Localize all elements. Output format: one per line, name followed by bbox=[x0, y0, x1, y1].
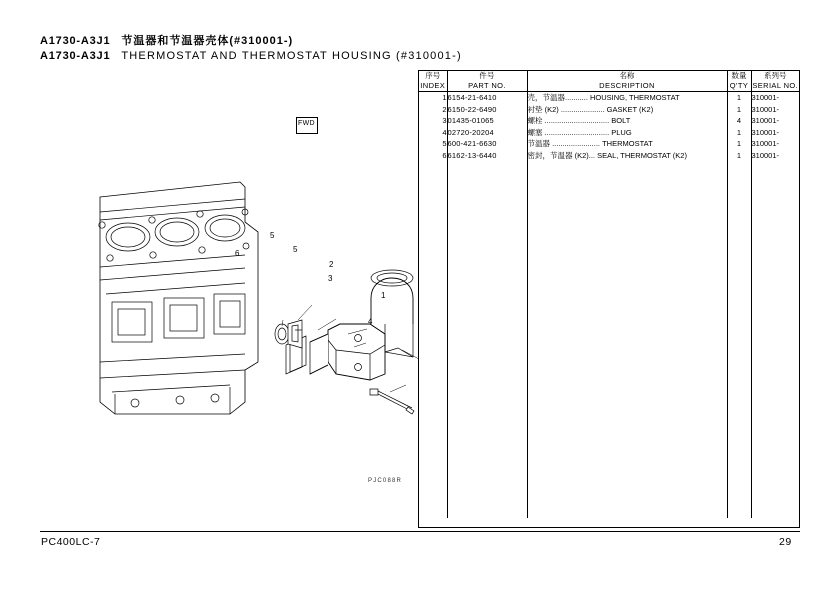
cell-index: 4 bbox=[419, 127, 447, 139]
cell-empty bbox=[447, 276, 527, 288]
cell-empty bbox=[419, 495, 447, 507]
table-row-empty bbox=[419, 437, 799, 449]
table-row-empty bbox=[419, 483, 799, 495]
cell-part-no: 6154-21-6410 bbox=[447, 92, 527, 104]
title-english-code: A1730-A3J1 bbox=[40, 50, 111, 62]
cell-empty bbox=[527, 276, 727, 288]
table-row-empty bbox=[419, 299, 799, 311]
cell-empty bbox=[447, 219, 527, 231]
cell-empty bbox=[727, 391, 751, 403]
cell-description: 螺塞 ............................... PLUG bbox=[527, 127, 727, 139]
cell-empty bbox=[447, 403, 527, 415]
cell-empty bbox=[527, 322, 727, 334]
header-serial-no: 系列号 SERIAL NO. bbox=[752, 71, 799, 90]
cell-empty bbox=[527, 161, 727, 173]
cell-empty bbox=[751, 207, 799, 219]
cell-empty bbox=[527, 437, 727, 449]
cell-empty bbox=[751, 380, 799, 392]
cell-empty bbox=[727, 460, 751, 472]
cell-empty bbox=[527, 380, 727, 392]
cell-empty bbox=[447, 230, 527, 242]
cell-empty bbox=[751, 311, 799, 323]
cell-empty bbox=[419, 288, 447, 300]
cell-empty bbox=[751, 173, 799, 185]
cell-index: 5 bbox=[419, 138, 447, 150]
cell-empty bbox=[751, 495, 799, 507]
cell-part-no: 01435-01065 bbox=[447, 115, 527, 127]
cell-empty bbox=[751, 230, 799, 242]
cell-empty bbox=[727, 311, 751, 323]
cell-empty bbox=[447, 207, 527, 219]
cell-empty bbox=[419, 368, 447, 380]
table-row-empty bbox=[419, 219, 799, 231]
cell-empty bbox=[751, 472, 799, 484]
cell-empty bbox=[419, 380, 447, 392]
cell-empty bbox=[727, 368, 751, 380]
cell-empty bbox=[419, 414, 447, 426]
cell-empty bbox=[419, 207, 447, 219]
title-chinese-text: 节温器和节温器壳体(#310001-) bbox=[121, 35, 294, 47]
cell-empty bbox=[419, 449, 447, 461]
cell-empty bbox=[447, 368, 527, 380]
cell-empty bbox=[419, 184, 447, 196]
cell-empty bbox=[419, 242, 447, 254]
cell-empty bbox=[751, 265, 799, 277]
callout-5a: 5 bbox=[270, 231, 275, 240]
header-index: 序号 INDEX bbox=[420, 71, 446, 90]
cell-empty bbox=[447, 173, 527, 185]
table-row bbox=[419, 138, 799, 150]
cell-empty bbox=[447, 472, 527, 484]
cell-empty bbox=[727, 253, 751, 265]
table-row-empty bbox=[419, 207, 799, 219]
table-row-empty bbox=[419, 345, 799, 357]
table-row-empty bbox=[419, 288, 799, 300]
parts-table bbox=[418, 70, 800, 528]
callout-1: 1 bbox=[381, 291, 386, 300]
cell-empty bbox=[751, 449, 799, 461]
cell-index: 6 bbox=[419, 150, 447, 162]
cell-empty bbox=[419, 276, 447, 288]
cell-empty bbox=[419, 483, 447, 495]
cell-empty bbox=[727, 173, 751, 185]
cell-empty bbox=[727, 437, 751, 449]
cell-part-no: 6150-22-6490 bbox=[447, 104, 527, 116]
table-row-empty bbox=[419, 242, 799, 254]
table-row-empty bbox=[419, 173, 799, 185]
fwd-label: FWD bbox=[298, 120, 315, 127]
cell-empty bbox=[419, 230, 447, 242]
table-row-empty bbox=[419, 334, 799, 346]
cell-empty bbox=[751, 299, 799, 311]
cell-empty bbox=[419, 334, 447, 346]
cell-empty bbox=[419, 472, 447, 484]
cell-description: 衬垫 (K2) ..................... GASKET (K2) bbox=[527, 104, 727, 116]
cell-empty bbox=[751, 242, 799, 254]
table-row-empty bbox=[419, 472, 799, 484]
cell-empty bbox=[727, 334, 751, 346]
cell-empty bbox=[751, 403, 799, 415]
cell-empty bbox=[447, 311, 527, 323]
cell-empty bbox=[727, 380, 751, 392]
cell-empty bbox=[447, 161, 527, 173]
cell-empty bbox=[751, 368, 799, 380]
cell-description: 节温器 ....................... THERMOSTAT bbox=[527, 138, 727, 150]
cell-empty bbox=[751, 437, 799, 449]
cell-part-no: 6162-13-6440 bbox=[447, 150, 527, 162]
cell-empty bbox=[527, 230, 727, 242]
cell-empty bbox=[527, 196, 727, 208]
table-row-empty bbox=[419, 276, 799, 288]
callout-6: 6 bbox=[235, 249, 240, 258]
callout-3: 3 bbox=[328, 274, 333, 283]
cell-index: 3 bbox=[419, 115, 447, 127]
cell-empty bbox=[527, 299, 727, 311]
cell-empty bbox=[527, 242, 727, 254]
cell-empty bbox=[727, 483, 751, 495]
cell-empty bbox=[447, 426, 527, 438]
table-row-empty bbox=[419, 368, 799, 380]
cell-empty bbox=[727, 357, 751, 369]
cell-empty bbox=[447, 506, 527, 518]
cell-empty bbox=[419, 219, 447, 231]
cell-empty bbox=[527, 472, 727, 484]
cell-index: 2 bbox=[419, 104, 447, 116]
cell-empty bbox=[751, 334, 799, 346]
table-row-empty bbox=[419, 495, 799, 507]
cell-empty bbox=[419, 265, 447, 277]
table-row bbox=[419, 104, 799, 116]
cell-empty bbox=[727, 161, 751, 173]
table-row-empty bbox=[419, 391, 799, 403]
cell-empty bbox=[527, 368, 727, 380]
cell-empty bbox=[727, 506, 751, 518]
cell-empty bbox=[751, 184, 799, 196]
cell-empty bbox=[419, 403, 447, 415]
table-row-empty bbox=[419, 161, 799, 173]
cell-empty bbox=[447, 196, 527, 208]
table-row bbox=[419, 150, 799, 162]
cell-empty bbox=[447, 495, 527, 507]
cell-empty bbox=[727, 299, 751, 311]
cell-empty bbox=[447, 391, 527, 403]
table-row bbox=[419, 92, 799, 104]
cell-empty bbox=[447, 265, 527, 277]
header-qty: 数量 Q'TY bbox=[727, 71, 751, 92]
table-row-empty bbox=[419, 265, 799, 277]
callout-2: 2 bbox=[329, 260, 334, 269]
cell-empty bbox=[447, 449, 527, 461]
cell-empty bbox=[527, 173, 727, 185]
footer-page-number: 29 bbox=[779, 536, 792, 548]
footer-model: PC400LC-7 bbox=[41, 536, 101, 548]
page-title bbox=[40, 34, 460, 64]
cell-empty bbox=[527, 391, 727, 403]
title-chinese bbox=[40, 34, 460, 49]
cell-empty bbox=[727, 495, 751, 507]
cell-serial-no: 310001- bbox=[751, 116, 780, 125]
cell-empty bbox=[751, 322, 799, 334]
cell-empty bbox=[447, 357, 527, 369]
cell-empty bbox=[419, 391, 447, 403]
header-part-no: 件号 PART NO. bbox=[447, 71, 527, 92]
cell-empty bbox=[419, 357, 447, 369]
cell-empty bbox=[727, 242, 751, 254]
cell-empty bbox=[727, 196, 751, 208]
cell-empty bbox=[527, 334, 727, 346]
cell-part-no: 600-421-6630 bbox=[447, 138, 527, 150]
cell-empty bbox=[419, 322, 447, 334]
drawing-number: PJC088R bbox=[368, 478, 403, 484]
cell-part-no: 02720-20204 bbox=[447, 127, 527, 139]
cell-empty bbox=[751, 253, 799, 265]
table-body bbox=[419, 92, 799, 518]
cell-empty bbox=[727, 449, 751, 461]
cell-serial-no: 310001- bbox=[751, 127, 780, 137]
cell-empty bbox=[751, 357, 799, 369]
cell-empty bbox=[419, 161, 447, 173]
cell-empty bbox=[751, 426, 799, 438]
cell-empty bbox=[447, 299, 527, 311]
cell-empty bbox=[727, 207, 751, 219]
callout-4: 4 bbox=[368, 317, 373, 326]
cell-description: 壳，节温器........... HOUSING, THERMOSTAT bbox=[527, 92, 727, 104]
cell-empty bbox=[751, 161, 799, 173]
cell-qty: 1 bbox=[727, 138, 751, 150]
cell-empty bbox=[751, 276, 799, 288]
table-row-empty bbox=[419, 449, 799, 461]
cell-description: 螺栓 ............................... BOLT bbox=[527, 115, 727, 127]
title-english-text: THERMOSTAT AND THERMOSTAT HOUSING (#310001-) bbox=[121, 50, 462, 62]
parts-illustration bbox=[40, 62, 420, 528]
cell-empty bbox=[527, 345, 727, 357]
cell-empty bbox=[419, 311, 447, 323]
table-row-empty bbox=[419, 184, 799, 196]
cell-empty bbox=[419, 299, 447, 311]
cell-empty bbox=[527, 253, 727, 265]
cell-empty bbox=[727, 288, 751, 300]
table-row-empty bbox=[419, 380, 799, 392]
table-row-empty bbox=[419, 322, 799, 334]
cell-empty bbox=[527, 403, 727, 415]
cell-empty bbox=[527, 414, 727, 426]
cell-empty bbox=[527, 449, 727, 461]
footer-divider bbox=[40, 531, 800, 532]
cell-empty bbox=[419, 506, 447, 518]
cell-empty bbox=[447, 414, 527, 426]
cell-empty bbox=[727, 472, 751, 484]
cell-empty bbox=[751, 196, 799, 208]
cell-serial-no: 310001- bbox=[751, 139, 780, 148]
table-row-empty bbox=[419, 414, 799, 426]
cell-empty bbox=[527, 265, 727, 277]
cell-empty bbox=[527, 483, 727, 495]
cell-empty bbox=[419, 437, 447, 449]
cell-empty bbox=[447, 184, 527, 196]
cell-empty bbox=[727, 219, 751, 231]
cell-empty bbox=[447, 334, 527, 346]
cell-empty bbox=[727, 403, 751, 415]
callout-5b: 5 bbox=[293, 245, 298, 254]
cell-empty bbox=[527, 426, 727, 438]
table-row-empty bbox=[419, 357, 799, 369]
cell-empty bbox=[527, 506, 727, 518]
cell-empty bbox=[419, 460, 447, 472]
cell-empty bbox=[751, 414, 799, 426]
title-chinese-code: A1730-A3J1 bbox=[40, 35, 111, 47]
table-header-row bbox=[419, 71, 799, 92]
cell-empty bbox=[727, 276, 751, 288]
cell-empty bbox=[447, 437, 527, 449]
cell-empty bbox=[727, 322, 751, 334]
cell-empty bbox=[419, 345, 447, 357]
cell-empty bbox=[527, 184, 727, 196]
cell-empty bbox=[727, 426, 751, 438]
table-row-empty bbox=[419, 253, 799, 265]
table-row-empty bbox=[419, 230, 799, 242]
cell-empty bbox=[447, 288, 527, 300]
header-description: 名称 DESCRIPTION bbox=[527, 71, 727, 92]
table-row-empty bbox=[419, 403, 799, 415]
cell-qty: 1 bbox=[727, 127, 751, 139]
cell-qty: 4 bbox=[727, 115, 751, 127]
cell-serial-no: 310001- bbox=[751, 93, 780, 102]
cell-index: 1 bbox=[419, 92, 447, 104]
cell-empty bbox=[527, 460, 727, 472]
cell-description: 密封，节温器 (K2)... SEAL, THERMOSTAT (K2) bbox=[527, 150, 727, 162]
cell-empty bbox=[751, 460, 799, 472]
cell-empty bbox=[527, 357, 727, 369]
cell-empty bbox=[527, 219, 727, 231]
cell-empty bbox=[419, 426, 447, 438]
cell-empty bbox=[527, 288, 727, 300]
cell-empty bbox=[447, 253, 527, 265]
table-row bbox=[419, 127, 799, 139]
table-row-empty bbox=[419, 460, 799, 472]
cell-empty bbox=[751, 391, 799, 403]
cell-empty bbox=[751, 506, 799, 518]
cell-empty bbox=[751, 345, 799, 357]
cell-empty bbox=[447, 345, 527, 357]
cell-empty bbox=[527, 495, 727, 507]
cell-empty bbox=[751, 288, 799, 300]
cell-serial-no: 310001- bbox=[751, 104, 780, 114]
cell-empty bbox=[727, 345, 751, 357]
cell-empty bbox=[419, 253, 447, 265]
cell-qty: 1 bbox=[727, 92, 751, 104]
table-row-empty bbox=[419, 506, 799, 518]
cell-empty bbox=[419, 173, 447, 185]
cell-qty: 1 bbox=[727, 104, 751, 116]
cell-empty bbox=[527, 207, 727, 219]
cell-empty bbox=[447, 380, 527, 392]
cell-empty bbox=[751, 219, 799, 231]
cell-empty bbox=[727, 230, 751, 242]
table-row-empty bbox=[419, 196, 799, 208]
cell-empty bbox=[447, 322, 527, 334]
cell-empty bbox=[447, 483, 527, 495]
cell-empty bbox=[527, 311, 727, 323]
cell-empty bbox=[751, 483, 799, 495]
cell-empty bbox=[447, 460, 527, 472]
table-row bbox=[419, 115, 799, 127]
table-row-empty bbox=[419, 311, 799, 323]
cell-empty bbox=[419, 196, 447, 208]
table-row-empty bbox=[419, 426, 799, 438]
cell-empty bbox=[727, 184, 751, 196]
cell-empty bbox=[727, 414, 751, 426]
cell-empty bbox=[727, 265, 751, 277]
cell-empty bbox=[447, 242, 527, 254]
cell-serial-no: 310001- bbox=[751, 150, 780, 160]
cell-qty: 1 bbox=[727, 150, 751, 162]
